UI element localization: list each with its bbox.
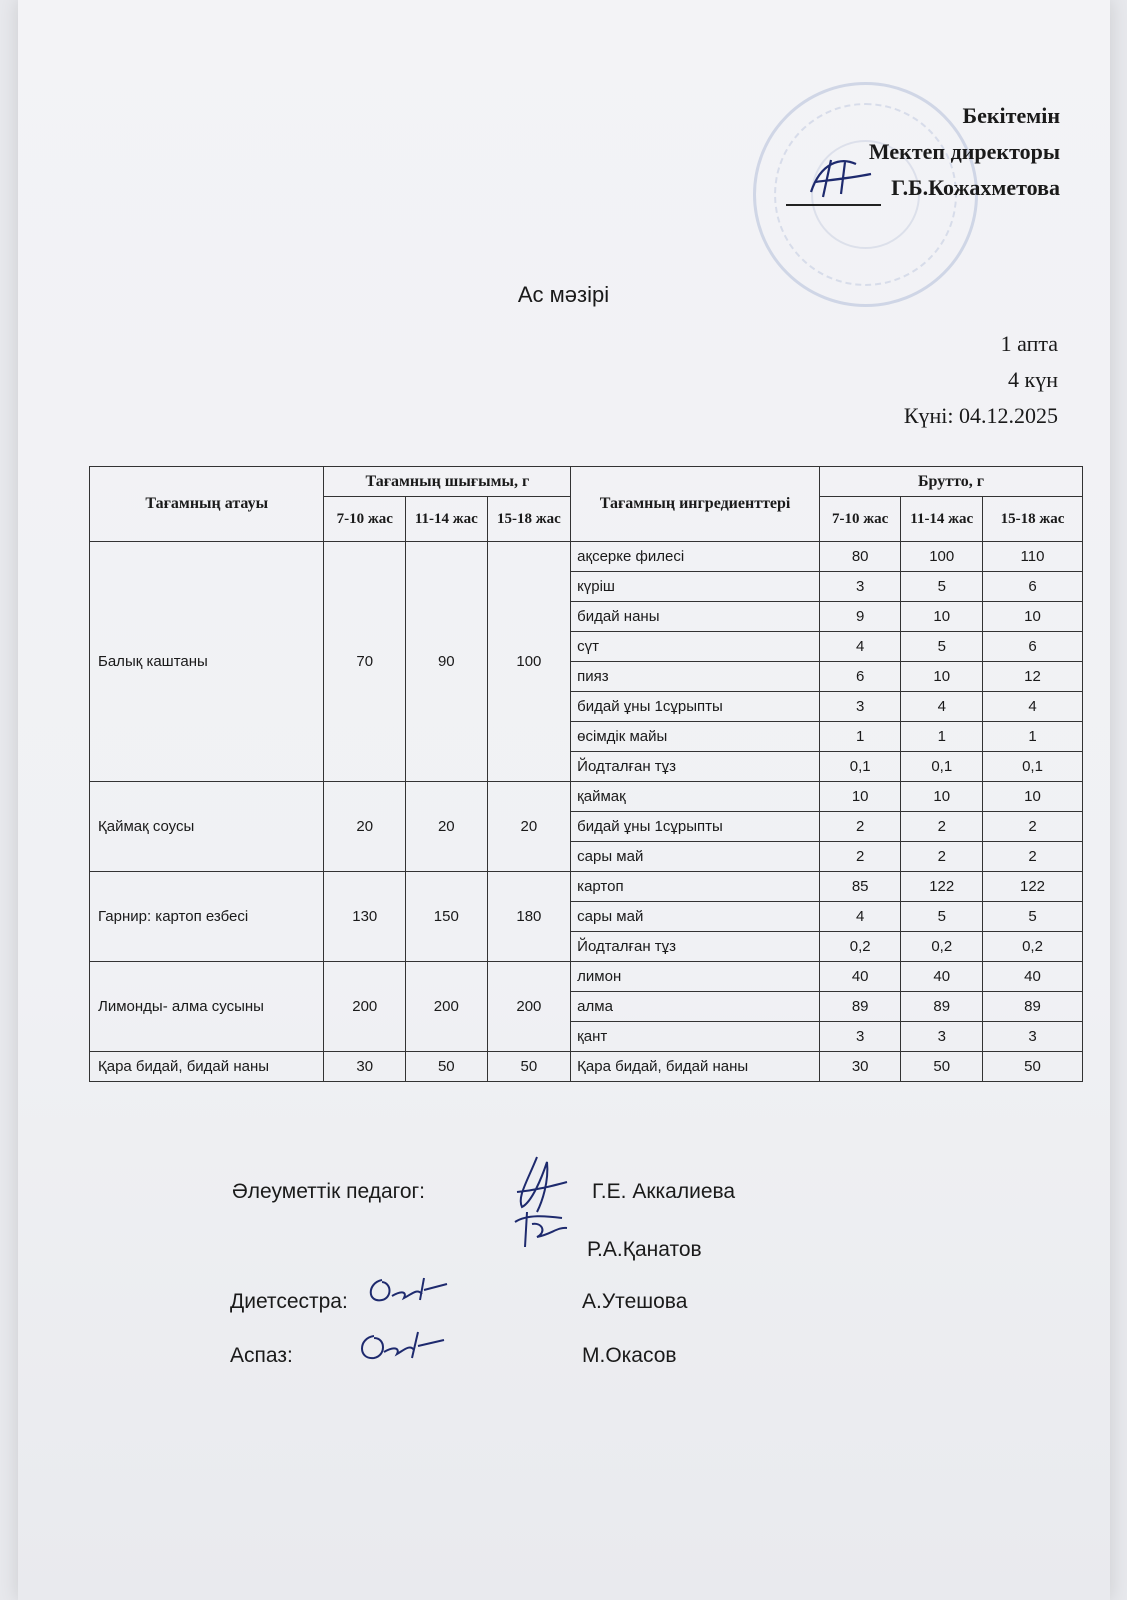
brutto-cell: 89 [819, 992, 901, 1022]
date-label: Күні: 04.12.2025 [903, 403, 1058, 428]
brutto-cell: 10 [901, 602, 983, 632]
table-row [90, 962, 1083, 992]
brutto-cell: 2 [983, 812, 1083, 842]
dietsister-signature [362, 1268, 457, 1313]
ingredient-cell: күріш [571, 572, 820, 602]
ingredient-cell: бидай ұны 1сұрыпты [571, 692, 820, 722]
cook-signature [352, 1322, 452, 1372]
ingredient-cell: сары май [571, 902, 820, 932]
ingredient-cell: бидай ұны 1сұрыпты [571, 812, 820, 842]
cook-label: Аспаз: [230, 1344, 293, 1367]
output-cell: 70 [324, 542, 406, 782]
header-brutto-age: 15-18 жас [983, 497, 1083, 542]
dish-name-cell: Лимонды- алма сусыны [90, 962, 324, 1052]
output-cell: 200 [406, 962, 488, 1052]
ingredient-cell: сүт [571, 632, 820, 662]
ingredient-cell: қант [571, 1022, 820, 1052]
brutto-cell: 89 [901, 992, 983, 1022]
brutto-cell: 5 [983, 902, 1083, 932]
header-ingredients: Тағамның ингредиенттері [571, 467, 820, 542]
brutto-cell: 2 [983, 842, 1083, 872]
brutto-cell: 10 [983, 782, 1083, 812]
brutto-cell: 85 [819, 872, 901, 902]
menu-meta [904, 326, 1058, 434]
brutto-cell: 12 [983, 662, 1083, 692]
ingredient-cell: Йодталған тұз [571, 752, 820, 782]
header-brutto-age: 11-14 жас [901, 497, 983, 542]
output-cell: 50 [406, 1052, 488, 1082]
dish-name-cell: Қара бидай, бидай наны [90, 1052, 324, 1082]
social-pedagog-name: Г.Е. Аккалиева [592, 1180, 736, 1203]
week-label: 1 апта [1000, 331, 1058, 356]
ingredient-cell: пияз [571, 662, 820, 692]
ingredient-cell: ақсерке филесі [571, 542, 820, 572]
header-brutto-age: 7-10 жас [819, 497, 901, 542]
brutto-cell: 50 [901, 1052, 983, 1082]
day-label: 4 күн [1008, 367, 1058, 392]
ingredient-cell: бидай наны [571, 602, 820, 632]
ingredient-cell: өсімдік майы [571, 722, 820, 752]
brutto-cell: 1 [983, 722, 1083, 752]
output-cell: 100 [487, 542, 571, 782]
approval-heading: Бекітемін [962, 103, 1060, 128]
brutto-cell: 10 [901, 782, 983, 812]
brutto-cell: 40 [983, 962, 1083, 992]
brutto-cell: 0,2 [983, 932, 1083, 962]
header-output-age: 11-14 жас [406, 497, 488, 542]
table-row [90, 872, 1083, 902]
brutto-cell: 122 [901, 872, 983, 902]
dietsister-label: Диетсестра: [230, 1290, 348, 1313]
brutto-cell: 2 [901, 842, 983, 872]
brutto-cell: 80 [819, 542, 901, 572]
brutto-cell: 10 [983, 602, 1083, 632]
brutto-cell: 50 [983, 1052, 1083, 1082]
dish-name-cell: Балық каштаны [90, 542, 324, 782]
brutto-cell: 4 [901, 692, 983, 722]
output-cell: 90 [406, 542, 488, 782]
brutto-cell: 110 [983, 542, 1083, 572]
brutto-cell: 0,1 [983, 752, 1083, 782]
table-row [90, 542, 1083, 572]
brutto-cell: 3 [819, 692, 901, 722]
brutto-cell: 100 [901, 542, 983, 572]
brutto-cell: 5 [901, 572, 983, 602]
brutto-cell: 5 [901, 632, 983, 662]
approval-block [786, 98, 1060, 206]
brutto-cell: 4 [819, 632, 901, 662]
header-output-age: 7-10 жас [324, 497, 406, 542]
brutto-cell: 3 [983, 1022, 1083, 1052]
output-cell: 20 [406, 782, 488, 872]
director-name: Г.Б.Кожахметова [891, 175, 1060, 200]
output-cell: 200 [324, 962, 406, 1052]
brutto-cell: 4 [983, 692, 1083, 722]
output-cell: 30 [324, 1052, 406, 1082]
header-dish: Тағамның атауы [90, 467, 324, 542]
output-cell: 20 [324, 782, 406, 872]
brutto-cell: 1 [819, 722, 901, 752]
brutto-cell: 1 [901, 722, 983, 752]
header-output-age: 15-18 жас [487, 497, 571, 542]
brutto-cell: 2 [819, 842, 901, 872]
brutto-cell: 5 [901, 902, 983, 932]
brutto-cell: 2 [819, 812, 901, 842]
ingredient-cell: сары май [571, 842, 820, 872]
brutto-cell: 30 [819, 1052, 901, 1082]
ingredient-cell: Йодталған тұз [571, 932, 820, 962]
ingredient-cell: алма [571, 992, 820, 1022]
brutto-cell: 40 [819, 962, 901, 992]
brutto-cell: 9 [819, 602, 901, 632]
header-output: Тағамның шығымы, г [324, 467, 571, 497]
brutto-cell: 4 [819, 902, 901, 932]
output-cell: 130 [324, 872, 406, 962]
brutto-cell: 3 [901, 1022, 983, 1052]
output-cell: 200 [487, 962, 571, 1052]
brutto-cell: 40 [901, 962, 983, 992]
brutto-cell: 6 [983, 632, 1083, 662]
ingredient-cell: картоп [571, 872, 820, 902]
brutto-cell: 0,2 [819, 932, 901, 962]
page-title: Ас мәзірі [517, 282, 610, 307]
brutto-cell: 6 [819, 662, 901, 692]
output-cell: 50 [487, 1052, 571, 1082]
brutto-cell: 6 [983, 572, 1083, 602]
brutto-cell: 10 [901, 662, 983, 692]
dish-name-cell: Гарнир: картоп езбесі [90, 872, 324, 962]
ingredient-cell: Қара бидай, бидай наны [571, 1052, 820, 1082]
cook-name: М.Окасов [582, 1344, 677, 1367]
menu-table [89, 466, 1083, 1082]
brutto-cell: 3 [819, 1022, 901, 1052]
table-row [90, 782, 1083, 812]
ingredient-cell: лимон [571, 962, 820, 992]
approval-position: Мектеп директоры [868, 139, 1060, 164]
social-pedagog-label: Әлеуметтік педагог: [232, 1180, 425, 1203]
brutto-cell: 3 [819, 572, 901, 602]
brutto-cell: 10 [819, 782, 901, 812]
approval-signer [786, 170, 1060, 206]
brutto-cell: 0,1 [901, 752, 983, 782]
header-brutto: Брутто, г [819, 467, 1082, 497]
dietsister-name: А.Утешова [582, 1290, 688, 1313]
brutto-cell: 0,2 [901, 932, 983, 962]
dish-name-cell: Қаймақ соусы [90, 782, 324, 872]
director-signature [786, 184, 881, 206]
second-signer-name: Р.А.Қанатов [587, 1238, 702, 1261]
menu-body [90, 542, 1083, 1082]
output-cell: 180 [487, 872, 571, 962]
brutto-cell: 122 [983, 872, 1083, 902]
social-pedagog-signature [507, 1152, 577, 1262]
output-cell: 20 [487, 782, 571, 872]
brutto-cell: 0,1 [819, 752, 901, 782]
table-row [90, 1052, 1083, 1082]
ingredient-cell: қаймақ [571, 782, 820, 812]
output-cell: 150 [406, 872, 488, 962]
brutto-cell: 2 [901, 812, 983, 842]
brutto-cell: 89 [983, 992, 1083, 1022]
